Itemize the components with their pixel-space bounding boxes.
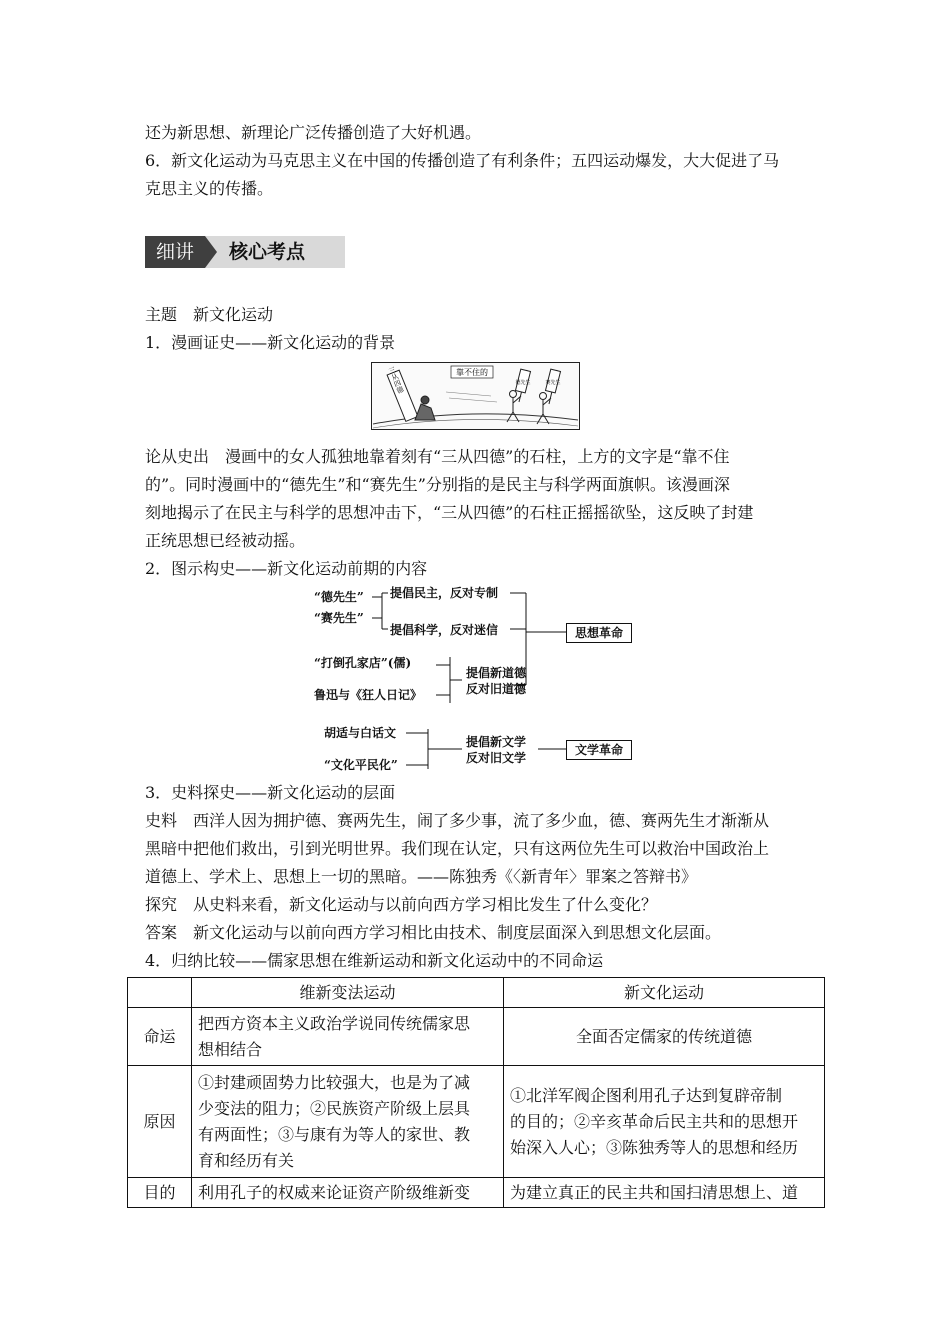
cell-line: 有两面性；③与康有为等人的家世、教 [198,1124,471,1144]
section-1-paragraph-line: 的”。同时漫画中的“德先生”和“赛先生”分别指的是民主与科学两面旗帜。该漫画深 [145,475,730,494]
content-diagram [310,585,640,775]
thought-revolution-box: 思想革命 [566,623,632,643]
cell-line: ①北洋军阀企图利用孔子达到复辟帝制 [510,1085,783,1105]
table-header-cell: 维新变法运动 [192,978,504,1008]
table-cell [504,1066,825,1178]
literary-revolution-box: 文学革命 [566,740,632,760]
table-cell [192,1066,504,1178]
cell-line: 的目的；②辛亥革命后民主共和的思想开 [510,1111,799,1131]
row-head-fate: 命运 [128,1008,192,1066]
answer-line: 答案 新文化运动与以前向西方学习相比由技术、制度层面深入到思想文化层面。 [145,923,722,942]
new-literature-label: 提倡新文学 [466,735,527,749]
pillar-label: 三从四德 [387,365,406,395]
table-header-cell: 新文化运动 [504,978,825,1008]
old-literature-label: 反对旧文学 [466,751,527,765]
row-head-purpose: 目的 [128,1178,192,1208]
section-2-title: 2．图示构史——新文化运动前期的内容 [145,559,428,578]
section-3-title: 3．史料探史——新文化运动的层面 [145,783,396,802]
hushi-vernacular-label: 胡适与白话文 [324,726,397,740]
intro-line: 6．新文化运动为马克思主义在中国的传播创造了有利条件；五四运动爆发，大大促进了马 [145,151,780,170]
cell-line: 把西方资本主义政治学说同传统儒家思 [198,1013,471,1033]
cartoon-image [371,362,580,430]
section-banner [145,236,345,268]
table-header-cell [128,978,192,1008]
banner-label: 细讲 [155,241,194,263]
promote-democracy-label: 提倡民主，反对专制 [390,586,499,600]
table-row [128,1066,825,1178]
row-head-reason: 原因 [128,1066,192,1178]
section-1-title: 1．漫画证史——新文化运动的背景 [145,333,396,352]
flag-sai-label: 赛先生 [545,380,561,386]
source-line: 黑暗中把他们救出，引到光明世界。我们现在认定，只有这两位先生可以救治中国政治上 [145,839,770,858]
banner-title: 核心考点 [229,241,306,263]
section-1-paragraph-line: 刻地揭示了在民主与科学的思想冲击下，“三从四德”的石柱正摇摇欲坠，这反映了封建 [145,503,754,522]
cell-line: 少变法的阻力；②民族资产阶级上层具 [198,1098,471,1118]
cell-line: ①封建顽固势力比较强大，也是为了减 [198,1072,471,1092]
table-cell [504,1008,825,1066]
topic-heading: 主题 新文化运动 [145,305,274,324]
sign-label: 靠不住的 [456,368,488,377]
section-4-title: 4．归纳比较——儒家思想在维新运动和新文化运动中的不同命运 [145,951,604,970]
luxun-diary-label: 鲁迅与《狂人日记》 [314,688,423,702]
sai-xiansheng-label: “赛先生” [314,611,364,625]
promote-science-label: 提倡科学，反对迷信 [390,623,499,637]
table-row [128,1008,825,1066]
table-cell [192,1008,504,1066]
banner-arrow-icon [205,236,217,268]
old-morality-label: 反对旧道德 [466,682,527,696]
cell-line: 育和经历有关 [198,1150,295,1170]
confucius-shop-label: “打倒孔家店”(儒) [314,656,412,670]
cell-line: 始深入人心；③陈独秀等人的思想和经历 [510,1137,799,1157]
intro-line: 还为新思想、新理论广泛传播创造了大好机遇。 [145,123,482,142]
comparison-table [127,977,825,1208]
new-morality-label: 提倡新道德 [466,666,527,680]
flag-de-label: 德先生 [515,380,531,386]
section-1-paragraph-line: 正统思想已经被动摇。 [145,531,306,550]
source-line: 史料 西洋人因为拥护德、赛两先生，闹了多少事，流了多少血，德、赛两先生才渐渐从 [145,811,770,830]
table-cell [192,1178,504,1208]
section-1-paragraph-line: 论从史出 漫画中的女人孤独地靠着刻有“三从四德”的石柱，上方的文字是“靠不住 [145,447,730,466]
question-line: 探究 从史料来看，新文化运动与以前向西方学习相比发生了什么变化？ [145,895,658,914]
intro-line: 克思主义的传播。 [145,179,274,198]
source-line: 道德上、学术上、思想上一切的黑暗。——陈独秀《〈新青年〉罪案之答辩书》 [145,867,698,886]
cell-line: 利用孔子的权威来论证资产阶级维新变 [198,1182,471,1202]
de-xiansheng-label: “德先生” [314,590,364,604]
cell-line: 为建立真正的民主共和国扫清思想上、道 [510,1182,799,1202]
table-cell [504,1178,825,1208]
table-row [128,1178,825,1208]
cell-line: 全面否定儒家的传统道德 [575,1026,752,1046]
cell-line: 想相结合 [198,1039,263,1059]
culture-popular-label: “文化平民化” [324,758,398,772]
table-header-row [128,978,825,1008]
